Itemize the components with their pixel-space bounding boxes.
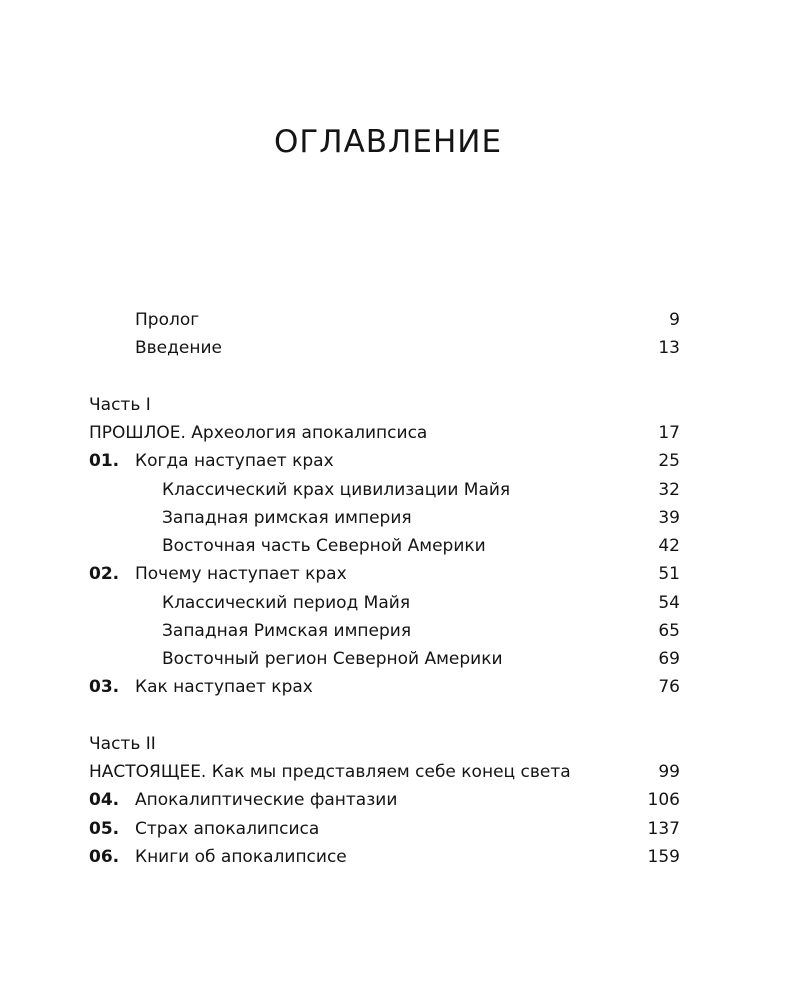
toc-page-number: 54 bbox=[658, 593, 680, 613]
toc-subsection[interactable] bbox=[0, 589, 800, 617]
toc-page-number: 137 bbox=[647, 819, 680, 839]
toc-page-number: 17 bbox=[658, 423, 680, 443]
toc-chapter-number: 03. bbox=[89, 677, 120, 697]
toc-page-number: 42 bbox=[658, 536, 680, 556]
toc-subsection[interactable] bbox=[0, 645, 800, 673]
toc-page-number: 76 bbox=[658, 677, 680, 697]
toc-page-number: 39 bbox=[658, 508, 680, 528]
toc-subsection[interactable] bbox=[0, 476, 800, 504]
toc-entry-label: ПРОШЛОЕ. Археология апокалипсиса bbox=[89, 423, 428, 443]
toc-chapter-05[interactable] bbox=[0, 815, 800, 843]
toc-entry-label: НАСТОЯЩЕЕ. Как мы представляем себе конец света bbox=[89, 762, 571, 782]
toc-page-number: 51 bbox=[658, 564, 680, 584]
toc-chapter-number: 02. bbox=[89, 564, 120, 584]
toc-entry-label: Почему наступает крах bbox=[135, 564, 347, 584]
toc-part-heading-2 bbox=[0, 730, 800, 758]
toc-entry-label: Введение bbox=[135, 338, 222, 358]
toc-entry-label: Апокалиптические фантазии bbox=[135, 790, 398, 810]
toc-entry-label: Страх апокалипсиса bbox=[135, 819, 320, 839]
toc-subsection[interactable] bbox=[0, 532, 800, 560]
toc-entry-label: Восточный регион Северной Америки bbox=[162, 649, 503, 669]
toc-chapter-04[interactable] bbox=[0, 786, 800, 814]
toc-page-number: 32 bbox=[658, 480, 680, 500]
toc-entry-prologue[interactable] bbox=[0, 306, 800, 334]
toc-part-label: Часть II bbox=[89, 734, 156, 754]
toc-subsection[interactable] bbox=[0, 617, 800, 645]
toc-page-number: 99 bbox=[658, 762, 680, 782]
toc-entry-label: Когда наступает крах bbox=[135, 451, 334, 471]
toc-chapter-02[interactable] bbox=[0, 560, 800, 588]
toc-entry-introduction[interactable] bbox=[0, 334, 800, 362]
toc-subsection[interactable] bbox=[0, 504, 800, 532]
toc-part-heading-1 bbox=[0, 391, 800, 419]
toc-chapter-number: 04. bbox=[89, 790, 120, 810]
toc-section-past[interactable] bbox=[0, 419, 800, 447]
toc-page-number: 25 bbox=[658, 451, 680, 471]
toc-page-number: 13 bbox=[658, 338, 680, 358]
toc-chapter-01[interactable] bbox=[0, 447, 800, 475]
page-title: ОГЛАВЛЕНИЕ bbox=[273, 124, 503, 160]
toc-entry-label: Как наступает крах bbox=[135, 677, 313, 697]
toc-chapter-03[interactable] bbox=[0, 673, 800, 701]
toc-page-number: 106 bbox=[647, 790, 680, 810]
toc-chapter-number: 01. bbox=[89, 451, 120, 471]
toc-page-number: 69 bbox=[658, 649, 680, 669]
toc-entry-label: Западная римская империя bbox=[162, 508, 412, 528]
toc-chapter-number: 06. bbox=[89, 847, 120, 867]
toc-page-number: 159 bbox=[647, 847, 680, 867]
toc-chapter-number: 05. bbox=[89, 819, 120, 839]
toc-entry-label: Классический крах цивилизации Майя bbox=[162, 480, 511, 500]
toc-page-number: 9 bbox=[669, 310, 680, 330]
toc-section-present[interactable] bbox=[0, 758, 800, 786]
toc-page-number: 65 bbox=[658, 621, 680, 641]
toc-entry-label: Восточная часть Северной Америки bbox=[162, 536, 486, 556]
toc-entry-label: Книги об апокалипсисе bbox=[135, 847, 347, 867]
toc-entry-label: Западная Римская империя bbox=[162, 621, 412, 641]
toc-entry-label: Пролог bbox=[135, 310, 200, 330]
toc-chapter-06[interactable] bbox=[0, 843, 800, 871]
toc-part-label: Часть I bbox=[89, 395, 151, 415]
toc-entry-label: Классический период Майя bbox=[162, 593, 411, 613]
